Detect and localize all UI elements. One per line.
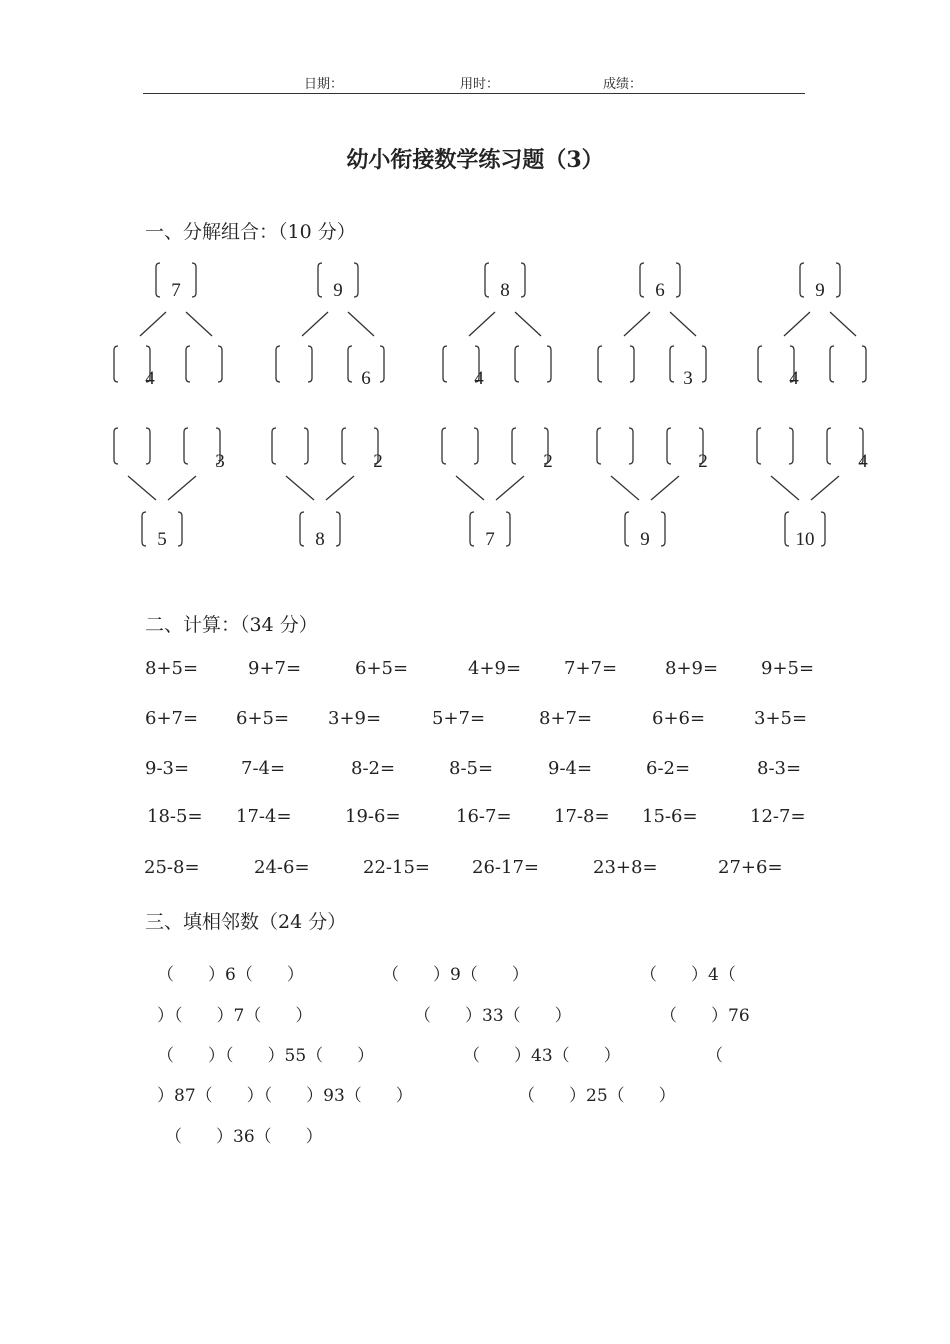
split-right-number: 6 [361,368,371,389]
merge-left-left-bracket [597,428,601,464]
calc-item: 6-2= [646,758,691,779]
calc-item: 3+5= [754,708,808,729]
neighbor-item: （ ）43（ ） [463,1046,621,1066]
merge-bottom-left-bracket [625,512,629,546]
split-left-left-bracket [598,346,602,382]
neighbor-item: （ [706,1046,723,1066]
merge-left-left-bracket [272,428,276,464]
calc-item: 23+8= [593,857,658,878]
merge-bottom-right-bracket [178,512,182,546]
page-title: 幼小衔接数学练习题（3） [346,147,604,173]
split-left-number: 4 [145,368,155,389]
tree-branch [830,312,856,336]
merge-left-right-bracket [474,428,478,464]
section2-heading: 二、计算：（34 分） [145,614,318,636]
merge-left-right-bracket [146,428,150,464]
tree-branch [286,476,314,500]
merge-left-left-bracket [757,428,761,464]
calc-item: 8+7= [539,708,593,729]
calc-item: 8-5= [449,758,494,779]
split-top-number: 7 [171,280,181,301]
calc-item: 7-4= [241,758,286,779]
merge-left-right-bracket [304,428,308,464]
date-label: 日期： [304,77,344,92]
split-left-number: 4 [474,368,484,389]
calc-item: 3+9= [328,708,382,729]
split-top-left-bracket [800,263,804,297]
neighbor-item: （ ）36（ ） [165,1127,323,1147]
tree-branch [624,312,650,336]
split-top-right-bracket [192,263,196,297]
split-left-left-bracket [114,346,118,382]
calc-item: 6+5= [355,658,409,679]
merge-left-right-bracket [629,428,633,464]
tree-branch [515,312,541,336]
tree-branch [771,476,799,500]
merge-right-left-bracket [827,428,831,464]
calc-item: 8-2= [351,758,396,779]
split-right-right-bracket [702,346,706,382]
split-right-number: 3 [683,368,693,389]
split-right-right-bracket [547,346,551,382]
calc-item: 8+5= [145,658,199,679]
split-top-right-bracket [521,263,525,297]
tree-branch [186,312,212,336]
merge-bottom-right-bracket [506,512,510,546]
calc-item: 5+7= [432,708,486,729]
tree-branch [611,476,639,500]
split-right-left-bracket [830,346,834,382]
split-top-number: 8 [500,280,510,301]
calc-item: 12-7= [750,806,806,827]
merge-right-number: 2 [373,451,383,472]
tree-branch [326,476,354,500]
section3-heading: 三、填相邻数（24 分） [145,911,347,933]
neighbor-item: （ ）（ ）55（ ） [157,1046,375,1066]
merge-right-left-bracket [667,428,671,464]
calc-item: 6+5= [236,708,290,729]
neighbor-item: （ ）4（ [640,965,736,985]
calc-item: 27+6= [718,857,783,878]
split-right-left-bracket [515,346,519,382]
calc-item: 4+9= [468,658,522,679]
calc-item: 17-8= [554,806,610,827]
neighbor-item: （ ）33（ ） [414,1006,572,1026]
merge-bottom-left-bracket [300,512,304,546]
merge-bottom-number: 5 [157,529,167,550]
calc-item: 6+6= [652,708,706,729]
split-right-right-bracket [380,346,384,382]
tree-branch [140,312,166,336]
calc-item: 9-4= [548,758,593,779]
merge-right-number: 2 [698,451,708,472]
split-left-right-bracket [308,346,312,382]
merge-left-left-bracket [442,428,446,464]
split-right-right-bracket [862,346,866,382]
calc-item: 8-3= [757,758,802,779]
merge-bottom-left-bracket [470,512,474,546]
split-right-left-bracket [186,346,190,382]
neighbor-item: （ ）9（ ） [382,965,529,985]
decomposition-trees [0,0,950,600]
split-top-number: 9 [815,280,825,301]
calc-item: 16-7= [456,806,512,827]
merge-bottom-number: 9 [640,529,650,550]
split-left-left-bracket [758,346,762,382]
score-label: 成绩： [603,77,643,92]
split-left-number: 4 [789,368,799,389]
merge-left-right-bracket [789,428,793,464]
merge-right-number: 4 [858,451,868,472]
calc-item: 25-8= [144,857,200,878]
split-top-left-bracket [485,263,489,297]
merge-bottom-right-bracket [661,512,665,546]
split-top-number: 9 [333,280,343,301]
split-top-number: 6 [655,280,665,301]
calc-item: 19-6= [345,806,401,827]
split-top-left-bracket [640,263,644,297]
time-label: 用时： [460,77,500,92]
tree-branch [784,312,810,336]
section1-heading: 一、分解组合：（10 分） [145,221,356,243]
calc-item: 26-17= [472,857,539,878]
calc-item: 9-3= [145,758,190,779]
split-top-right-bracket [676,263,680,297]
calc-item: 18-5= [147,806,203,827]
tree-branch [348,312,374,336]
tree-branch [496,476,524,500]
tree-branch [168,476,196,500]
tree-branch [469,312,495,336]
split-left-left-bracket [443,346,447,382]
calc-item: 17-4= [236,806,292,827]
merge-right-left-bracket [184,428,188,464]
calc-item: 22-15= [363,857,430,878]
merge-right-left-bracket [342,428,346,464]
calc-item: 24-6= [254,857,310,878]
split-right-right-bracket [218,346,222,382]
tree-branch [128,476,156,500]
split-right-left-bracket [670,346,674,382]
neighbor-item: （ ）76 [660,1006,750,1026]
neighbor-item: （ ）6（ ） [157,965,304,985]
neighbor-item: （ ）25（ ） [518,1086,676,1106]
split-right-left-bracket [348,346,352,382]
split-left-left-bracket [276,346,280,382]
tree-branch [302,312,328,336]
split-top-right-bracket [836,263,840,297]
merge-left-left-bracket [114,428,118,464]
calc-item: 9+7= [248,658,302,679]
neighbor-item: ）（ ）7（ ） [157,1006,313,1026]
calc-item: 6+7= [145,708,199,729]
merge-bottom-left-bracket [142,512,146,546]
tree-branch [670,312,696,336]
split-top-left-bracket [318,263,322,297]
merge-bottom-left-bracket [785,512,789,546]
merge-bottom-number: 8 [315,529,325,550]
merge-bottom-number: 7 [485,529,495,550]
split-top-right-bracket [354,263,358,297]
split-left-right-bracket [630,346,634,382]
merge-right-number: 3 [215,451,225,472]
merge-right-left-bracket [512,428,516,464]
merge-bottom-number: 10 [795,529,815,550]
tree-branch [651,476,679,500]
merge-right-number: 2 [543,451,553,472]
merge-bottom-right-bracket [336,512,340,546]
tree-branch [811,476,839,500]
calc-item: 7+7= [564,658,618,679]
calc-item: 15-6= [642,806,698,827]
tree-branch [456,476,484,500]
neighbor-item: ）87（ ）（ ）93（ ） [157,1086,413,1106]
calc-item: 8+9= [665,658,719,679]
split-top-left-bracket [156,263,160,297]
calc-item: 9+5= [761,658,815,679]
merge-bottom-right-bracket [821,512,825,546]
